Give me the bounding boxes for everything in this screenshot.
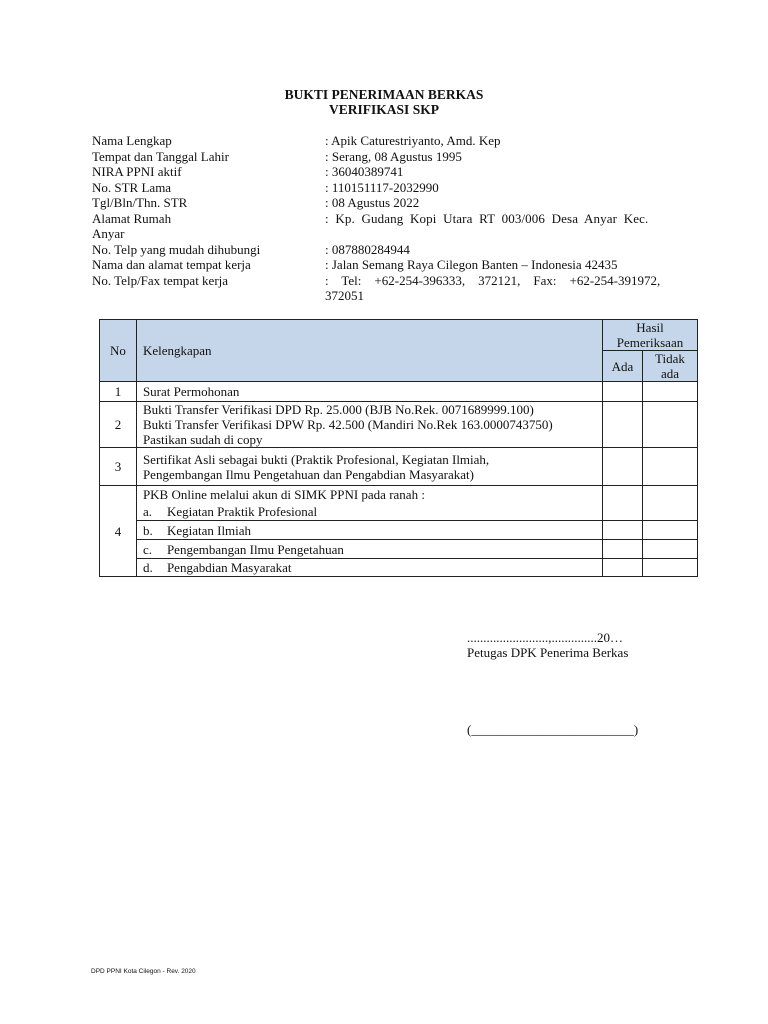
row-item bbox=[136, 540, 602, 559]
field-nira bbox=[92, 164, 676, 180]
sub-item bbox=[143, 522, 596, 539]
header-ada: Ada bbox=[603, 351, 643, 382]
check-ada[interactable] bbox=[603, 540, 643, 559]
row-item bbox=[136, 448, 602, 486]
field-nama-lengkap bbox=[92, 133, 676, 149]
header-tidak-ada: Tidak ada bbox=[642, 351, 697, 382]
field-tgl-str bbox=[92, 195, 676, 211]
field-value: : Jalan Semang Raya Cilegon Banten – Indonesia 42435 bbox=[325, 257, 618, 272]
sub-item-marker: a. bbox=[142, 504, 152, 519]
field-label: No. Telp yang mudah dihubungi bbox=[92, 241, 261, 257]
field-value: : Kp. Gudang Kopi Utara RT 003/006 Desa Anyar Kec. bbox=[325, 210, 649, 226]
field-alamat-rumah-cont bbox=[92, 226, 676, 242]
field-continuation: Anyar bbox=[92, 226, 125, 241]
row-item-line: Pengembangan Ilmu Pengetahuan dan Pengabdian Masyarakat) bbox=[142, 466, 474, 482]
signature-role: Petugas DPK Penerima Berkas bbox=[467, 645, 629, 660]
field-label: Tempat dan Tanggal Lahir bbox=[92, 148, 229, 164]
field-value: : 36040389741 bbox=[325, 164, 404, 179]
check-ada[interactable] bbox=[603, 448, 643, 486]
sub-item-text: Kegiatan Praktik Profesional bbox=[166, 504, 318, 519]
row-item bbox=[136, 521, 602, 540]
row-item: Surat Permohonan bbox=[136, 382, 602, 402]
field-value: : Apik Caturestriyanto, Amd. Kep bbox=[325, 133, 501, 148]
check-tidak-ada[interactable] bbox=[642, 402, 697, 448]
row-item bbox=[136, 486, 602, 521]
field-label: No. STR Lama bbox=[92, 179, 172, 195]
field-label: NIRA PPNI aktif bbox=[92, 164, 182, 179]
table-row bbox=[100, 540, 698, 559]
field-telp bbox=[92, 242, 676, 258]
table-row bbox=[100, 448, 698, 486]
field-str-lama bbox=[92, 180, 676, 196]
field-label: No. Telp/Fax tempat kerja bbox=[92, 272, 229, 288]
applicant-info bbox=[92, 133, 676, 304]
sub-item-text: Pengembangan Ilmu Pengetahuan bbox=[166, 541, 344, 557]
check-ada[interactable] bbox=[603, 382, 643, 402]
field-value: : Serang, 08 Agustus 1995 bbox=[325, 148, 462, 164]
row-item bbox=[136, 402, 602, 448]
check-ada[interactable] bbox=[603, 402, 643, 448]
sub-item-text: Kegiatan Ilmiah bbox=[166, 522, 252, 538]
field-telp-fax-kerja bbox=[92, 273, 676, 304]
field-value: : 110151117-2032990 bbox=[325, 179, 439, 195]
check-tidak-ada[interactable] bbox=[642, 559, 697, 577]
field-label: Alamat Rumah bbox=[92, 210, 172, 226]
table-header-row bbox=[100, 320, 698, 351]
field-label: Nama dan alamat tempat kerja bbox=[92, 257, 251, 272]
row-item-line: Sertifikat Asli sebagai bukti (Praktik Profesional, Kegiatan Ilmiah, bbox=[142, 451, 490, 467]
header-hasil-pemeriksaan: Hasil Pemeriksaan bbox=[603, 320, 698, 351]
check-tidak-ada[interactable] bbox=[642, 540, 697, 559]
row-item-line: Bukti Transfer Verifikasi DPW Rp. 42.500 (Mandiri No.Rek 163.0000743750) bbox=[142, 417, 553, 432]
check-tidak-ada[interactable] bbox=[642, 521, 697, 540]
row-item-line: Bukti Transfer Verifikasi DPD Rp. 25.000 (BJB No.Rek. 0071689999.100) bbox=[142, 402, 534, 417]
row-number: 3 bbox=[100, 448, 137, 486]
field-value: : 08 Agustus 2022 bbox=[325, 195, 420, 210]
field-label: Tgl/Bln/Thn. STR bbox=[92, 195, 188, 210]
check-ada[interactable] bbox=[603, 559, 643, 577]
row-number: 4 bbox=[100, 486, 137, 577]
check-tidak-ada[interactable] bbox=[642, 382, 697, 402]
check-tidak-ada[interactable] bbox=[642, 486, 697, 521]
sub-item-marker: b. bbox=[142, 522, 153, 538]
row-item-intro: PKB Online melalui akun di SIMK PPNI pada ranah : bbox=[142, 487, 425, 502]
signature-name-line: (_________________________) bbox=[467, 722, 639, 737]
check-ada[interactable] bbox=[603, 486, 643, 521]
document-subtitle: VERIFIKASI SKP bbox=[329, 102, 439, 117]
field-value: : 087880284944 bbox=[325, 241, 410, 257]
row-item-line: Pastikan sudah di copy bbox=[142, 432, 263, 447]
table-row bbox=[100, 382, 698, 402]
field-tempat-tanggal-lahir bbox=[92, 149, 676, 165]
page-footer: DPD PPNI Kota Cilegon - Rev. 2020 bbox=[91, 968, 196, 975]
sub-item-marker: c. bbox=[142, 541, 152, 557]
row-item bbox=[136, 559, 602, 577]
field-value bbox=[325, 273, 676, 304]
check-tidak-ada[interactable] bbox=[642, 448, 697, 486]
signature-date-line: .........................,..............20… bbox=[467, 630, 623, 645]
header-kelengkapan: Kelengkapan bbox=[136, 320, 602, 382]
table-row bbox=[100, 559, 698, 577]
checklist-table bbox=[99, 319, 698, 577]
field-alamat-rumah bbox=[92, 211, 676, 227]
sub-item bbox=[143, 503, 596, 520]
field-value-line2: 372051 bbox=[325, 288, 364, 303]
field-value-line1: : Tel: +62-254-396333, 372121, Fax: +62-254-391972, bbox=[325, 272, 661, 288]
sub-item bbox=[143, 541, 596, 558]
sub-item-text: Pengabdian Masyarakat bbox=[166, 560, 292, 575]
sub-item bbox=[143, 559, 596, 576]
row-number: 1 bbox=[100, 382, 137, 402]
header-no: No bbox=[100, 320, 137, 382]
table-row bbox=[100, 521, 698, 540]
field-label: Nama Lengkap bbox=[92, 133, 172, 148]
table-row bbox=[100, 402, 698, 448]
document-title: BUKTI PENERIMAAN BERKAS bbox=[284, 87, 484, 102]
row-number: 2 bbox=[100, 402, 137, 448]
table-row bbox=[100, 486, 698, 521]
field-tempat-kerja bbox=[92, 257, 676, 273]
sub-item-marker: d. bbox=[142, 560, 153, 575]
check-ada[interactable] bbox=[603, 521, 643, 540]
